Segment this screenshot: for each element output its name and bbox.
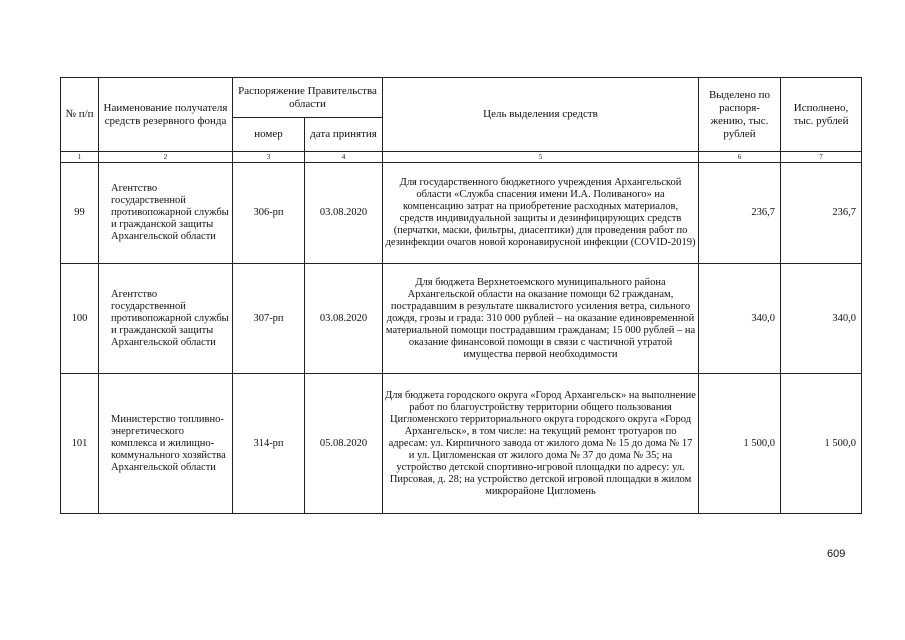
row-executed: 340,0 xyxy=(781,264,862,374)
row-purpose: Для бюджета городского округа «Город Архангельск» на выполнение работ по благоустройству территории общего пользования Цигломенского территориального округа городского округа «Город Архангельск», в том числе: на текущий ремонт тротуаров по адресам: ул. Кирпичного завода от жилого дома № 15 до дома № 17 и ул. Цигломенская от жилого дома № 37 до дома № 35; на устройство детской спортивно-игровой площадки по адресу: ул. Пирсовая, д. 28; на устройство детской игровой площадки в жилом микрорайоне Цигломень xyxy=(383,374,699,514)
header-num: № п/п xyxy=(61,78,99,152)
row-recipient: Агентство государственной противопожарной службы и гражданской защиты Архангельской области xyxy=(99,163,233,264)
header-order-date: дата принятия xyxy=(305,118,383,152)
page-number: 609 xyxy=(827,548,846,560)
header-order-group: Распоряжение Правительства области xyxy=(233,78,383,118)
row-num: 101 xyxy=(61,374,99,514)
header-recipient: Наименование получателя средств резервного фонда xyxy=(99,78,233,152)
column-index: 4 xyxy=(305,152,383,163)
row-executed: 236,7 xyxy=(781,163,862,264)
row-order-date: 03.08.2020 xyxy=(305,163,383,264)
header-executed: Исполнено, тыс. рублей xyxy=(781,78,862,152)
header-row-1 xyxy=(61,78,862,118)
column-index: 2 xyxy=(99,152,233,163)
row-order-date: 05.08.2020 xyxy=(305,374,383,514)
row-recipient: Агентство государственной противопожарной службы и гражданской защиты Архангельской области xyxy=(99,264,233,374)
column-index: 6 xyxy=(699,152,781,163)
row-num: 99 xyxy=(61,163,99,264)
table-row xyxy=(61,374,862,514)
header-purpose: Цель выделения средств xyxy=(383,78,699,152)
header-order-number: номер xyxy=(233,118,305,152)
row-executed: 1 500,0 xyxy=(781,374,862,514)
row-order-number: 314-рп xyxy=(233,374,305,514)
row-allocated: 1 500,0 xyxy=(699,374,781,514)
row-order-number: 306-рп xyxy=(233,163,305,264)
table-row xyxy=(61,163,862,264)
row-purpose: Для государственного бюджетного учреждения Архангельской области «Служба спасения имени И.А. Поливаного» на компенсацию затрат на приобретение расходных материалов, средств индивидуальной защиты и дезинфицирующих средств (перчатки, маски, фильтры, диасептики) для проведения работ по дезинфекции очагов новой коронавирусной инфекции (COVID-2019) xyxy=(383,163,699,264)
row-num: 100 xyxy=(61,264,99,374)
row-allocated: 236,7 xyxy=(699,163,781,264)
row-order-date: 03.08.2020 xyxy=(305,264,383,374)
column-index: 3 xyxy=(233,152,305,163)
table-row xyxy=(61,264,862,374)
row-allocated: 340,0 xyxy=(699,264,781,374)
header-allocated: Выделено по распоря-жению, тыс. рублей xyxy=(699,78,781,152)
row-purpose: Для бюджета Верхнетоемского муниципального района Архангельской области на оказание помощи 62 гражданам, пострадавшим в результате шквалистого усиления ветра, сильного дождя, грозы и града: 310 000 рублей – на оказание единовременной материальной помощи пострадавшим гражданам; 15 000 рублей – на оказание финансовой помощи в связи с частичной утратой имущества первой необходимости xyxy=(383,264,699,374)
reserve-fund-table xyxy=(60,77,862,514)
row-recipient: Министерство топливно-энергетического комплекса и жилищно-коммунального хозяйства Архангельской области xyxy=(99,374,233,514)
column-index: 5 xyxy=(383,152,699,163)
row-order-number: 307-рп xyxy=(233,264,305,374)
column-index-row xyxy=(61,152,862,163)
column-index: 1 xyxy=(61,152,99,163)
column-index: 7 xyxy=(781,152,862,163)
